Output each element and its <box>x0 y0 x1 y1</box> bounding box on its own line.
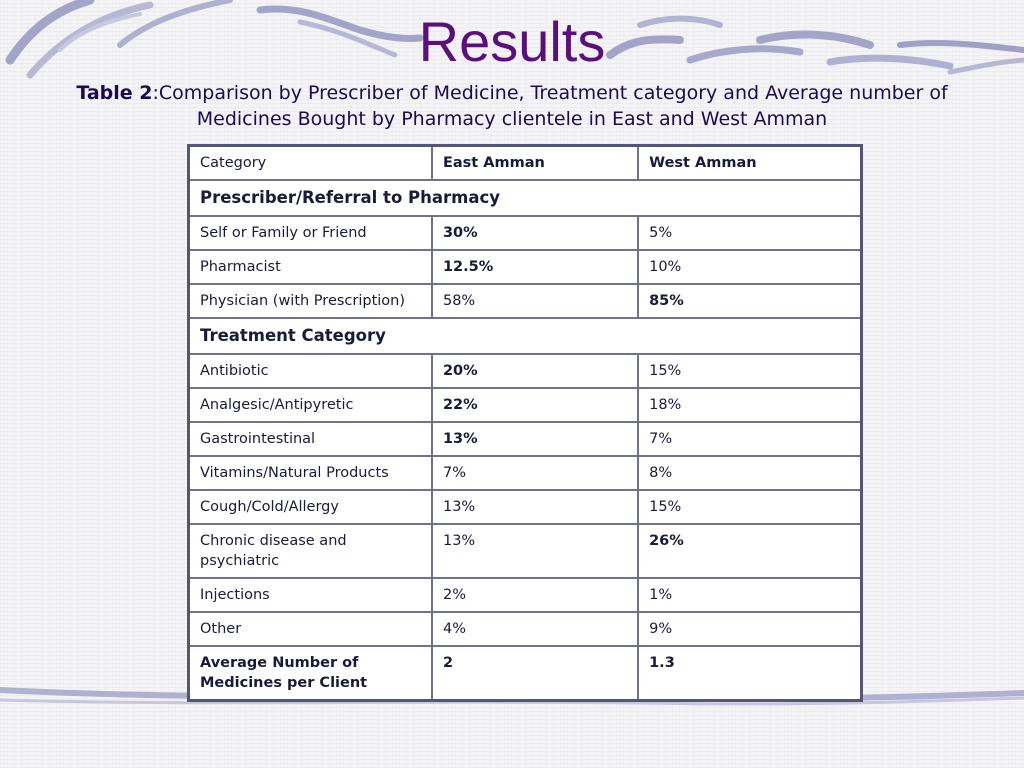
row-east-value: 12.5% <box>432 250 638 284</box>
row-category: Injections <box>189 578 432 612</box>
header-category: Category <box>189 146 432 181</box>
row-category: Self or Family or Friend <box>189 216 432 250</box>
row-category: Chronic disease and psychiatric <box>189 524 432 578</box>
table-row <box>189 354 862 388</box>
row-category: Gastrointestinal <box>189 422 432 456</box>
section-title-treatment: Treatment Category <box>189 318 862 354</box>
row-east-value: 7% <box>432 456 638 490</box>
row-category: Physician (with Prescription) <box>189 284 432 318</box>
table-row <box>189 422 862 456</box>
row-category: Pharmacist <box>189 250 432 284</box>
header-west-amman: West Amman <box>638 146 861 181</box>
row-east-value: 22% <box>432 388 638 422</box>
row-category: Vitamins/Natural Products <box>189 456 432 490</box>
row-east-value: 4% <box>432 612 638 646</box>
caption-text: :Comparison by Prescriber of Medicine, Treatment category and Average number of Medicines Bought by Pharmacy clientele in East and West Amman <box>152 82 948 130</box>
row-east-value: 30% <box>432 216 638 250</box>
row-west-value: 7% <box>638 422 861 456</box>
caption-label: Table 2 <box>76 82 153 104</box>
row-category: Cough/Cold/Allergy <box>189 490 432 524</box>
table-row <box>189 284 862 318</box>
average-row <box>189 646 862 701</box>
average-east-value: 2 <box>432 646 638 701</box>
row-east-value: 20% <box>432 354 638 388</box>
row-west-value: 8% <box>638 456 861 490</box>
table-row <box>189 250 862 284</box>
row-west-value: 10% <box>638 250 861 284</box>
row-east-value: 58% <box>432 284 638 318</box>
row-category: Analgesic/Antipyretic <box>189 388 432 422</box>
section-row-prescriber <box>189 180 862 216</box>
table-row <box>189 216 862 250</box>
average-category: Average Number of Medicines per Client <box>189 646 432 701</box>
table-row <box>189 490 862 524</box>
row-west-value: 15% <box>638 354 861 388</box>
row-west-value: 15% <box>638 490 861 524</box>
row-category: Antibiotic <box>189 354 432 388</box>
row-west-value: 18% <box>638 388 861 422</box>
header-east-amman: East Amman <box>432 146 638 181</box>
row-west-value: 5% <box>638 216 861 250</box>
table-row <box>189 612 862 646</box>
row-east-value: 13% <box>432 490 638 524</box>
row-west-value: 26% <box>638 524 861 578</box>
row-east-value: 2% <box>432 578 638 612</box>
section-row-treatment <box>189 318 862 354</box>
table-caption <box>60 80 964 132</box>
slide-title: Results <box>418 10 606 73</box>
average-west-value: 1.3 <box>638 646 861 701</box>
row-east-value: 13% <box>432 422 638 456</box>
table-row <box>189 578 862 612</box>
table-row <box>189 524 862 578</box>
table-header-row <box>189 146 862 181</box>
row-west-value: 1% <box>638 578 861 612</box>
comparison-table <box>187 144 863 702</box>
row-east-value: 13% <box>432 524 638 578</box>
row-west-value: 85% <box>638 284 861 318</box>
section-title-prescriber: Prescriber/Referral to Pharmacy <box>189 180 862 216</box>
row-category: Other <box>189 612 432 646</box>
table-row <box>189 456 862 490</box>
table-row <box>189 388 862 422</box>
row-west-value: 9% <box>638 612 861 646</box>
